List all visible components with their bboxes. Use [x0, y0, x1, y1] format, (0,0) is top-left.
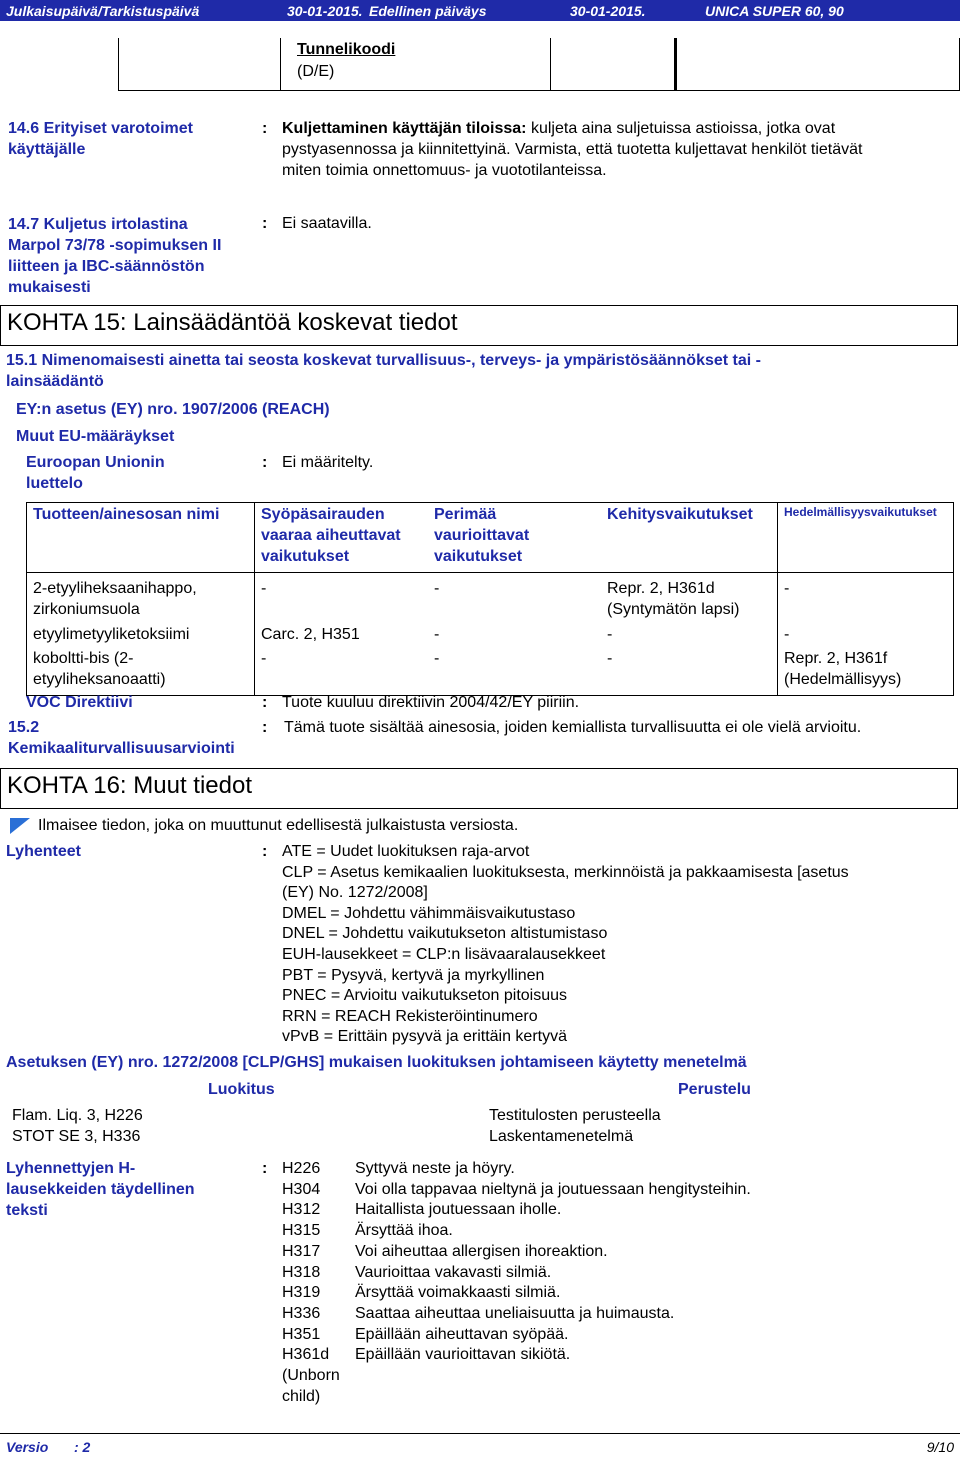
page-number: 9/10	[926, 1439, 954, 1455]
product-name: UNICA SUPER 60, 90	[705, 3, 844, 19]
abbreviations-list: ATE = Uudet luokituksen raja-arvot CLP = Asetus kemikaalien luokituksesta, merkinnöistä ja pakkaamisesta [asetus (EY) No. 1272/2008] DMEL = Johdettu vähimmäisvaikutustaso DNEL = Johdettu vaikutukseton altistumistaso EUH-lausekkeet = CLP:n lisävaaralausekkeet PBT = Pysyvä, kertyvä ja myrkyllinen PNEC = Arvioitu vaikutukseton pitoisuus RRN = REACH Rekisteröintinumero vPvB = Erittäin pysyvä ja erittäin kertyvä	[282, 843, 849, 1046]
revision-date: 30-01-2015.	[287, 3, 363, 19]
col-header-fertility: Hedelmällisyysvaikutukset	[778, 503, 954, 573]
change-marker-icon	[10, 818, 30, 834]
section-16-heading: KOHTA 16: Muut tiedot	[0, 768, 958, 809]
col-header-carcinogenic: Syöpäsairauden vaaraa aiheuttavat vaikutukset	[255, 503, 429, 573]
tunnel-code-table	[118, 38, 960, 91]
tunnel-code-unit: (D/E)	[297, 63, 335, 80]
cmr-table	[26, 502, 954, 696]
section-14-7-value: Ei saatavilla.	[282, 215, 372, 232]
h-codes: H226 H304 H312 H315 H317 H318 H319 H336 H351 H361d (Unborn child)	[282, 1160, 340, 1405]
previous-date: 30-01-2015.	[570, 3, 646, 19]
previous-date-label: Edellinen päiväys	[369, 3, 487, 19]
tunnel-code-label: Tunnelikoodi	[297, 41, 396, 58]
h-texts: Syttyvä neste ja höyry. Voi olla tappavaa nieltynä ja joutuessaan hengitysteihin. Haitallista joutuessaan iholle. Ärsyttää ihoa. Voi aiheuttaa allergisen ihoreaktion. Vaurioittaa vakavasti silmiä. Ärsyttää voimakkaasti silmiä. Saattaa aiheuttaa uneliaisuutta ja huimausta. Epäillään aiheuttavan syöpää. Epäillään vaurioittavan sikiötä.	[355, 1160, 751, 1364]
col-header-mutagenic: Perimää vaurioittavat vaikutukset	[428, 503, 601, 573]
basis-header: Perustelu	[678, 1081, 751, 1098]
version-label: Versio	[6, 1439, 49, 1455]
table-row: 2-etyyliheksaanihappo, zirkoniumsuola - - Repr. 2, H361d (Syntymätön lapsi) -	[27, 573, 954, 623]
basis-list	[489, 1106, 661, 1147]
revision-date-label: Julkaisupäivä/Tarkistuspäivä	[6, 3, 200, 19]
section-14-7-label: 14.7 Kuljetus irtolastina Marpol 73/78 -sopimuksen II liitteen ja IBC-säännöstön mukaisesti	[8, 216, 222, 297]
eu-list-label: Euroopan Unionin luettelo	[26, 454, 165, 492]
other-eu-regulations: Muut EU-määräykset	[16, 428, 175, 445]
list-item: Testitulosten perusteella	[489, 1107, 661, 1124]
section-14-6-label: 14.6 Erityiset varotoimet käyttäjälle	[8, 120, 193, 158]
table-row: koboltti-bis (2-etyyliheksanoaatti) - - - Repr. 2, H361f (Hedelmällisyys)	[27, 647, 954, 695]
list-item: Flam. Liq. 3, H226	[12, 1107, 143, 1124]
h-statements-label: Lyhennettyjen H- lausekkeiden täydellinen teksti	[6, 1160, 195, 1219]
section-15-2-value: Tämä tuote sisältää ainesosia, joiden kemiallista turvallisuutta ei ole vielä arvioitu.	[284, 719, 862, 736]
version-value: : 2	[74, 1439, 91, 1455]
classification-list	[12, 1106, 143, 1147]
section-15-heading: KOHTA 15: Lainsäädäntöä koskevat tiedot	[0, 305, 958, 346]
voc-label: VOC Direktiivi	[26, 694, 133, 711]
classification-header: Luokitus	[208, 1081, 275, 1098]
page-footer	[0, 1433, 960, 1456]
table-row: etyylimetyyliketoksiimi Carc. 2, H351 - - -	[27, 623, 954, 648]
list-item: Laskentamenetelmä	[489, 1127, 634, 1145]
section-15-2-label: 15.2 Kemikaaliturvallisuusarviointi	[8, 719, 235, 757]
col-header-developmental: Kehitysvaikutukset	[601, 503, 778, 573]
section-15-1-heading: 15.1 Nimenomaisesti ainetta tai seosta koskevat turvallisuus-, terveys- ja ympäristösäännökset tai - lainsäädäntö	[6, 352, 761, 390]
clp-method-heading: Asetuksen (EY) nro. 1272/2008 [CLP/GHS] mukaisen luokituksen johtamiseen käytetty menetelmä	[6, 1054, 747, 1071]
page-header	[0, 0, 960, 21]
col-header-product: Tuotteen/ainesosan nimi	[27, 503, 255, 573]
voc-value: Tuote kuuluu direktiivin 2004/42/EY piiriin.	[282, 694, 580, 711]
section-14-6-text: Kuljettaminen käyttäjän tiloissa: kuljeta aina suljetuissa astioissa, jotka ovat pystyasennossa ja kiinnitettyinä. Varmista, että tuotetta kuljettavat henkilöt tietävät miten toimia onnettomuus- ja vuototilanteissa.	[282, 120, 863, 179]
abbreviations-label: Lyhenteet	[6, 843, 81, 860]
cmr-table-header-row	[27, 503, 954, 573]
change-marker-note: Ilmaisee tiedon, joka on muuttunut edellisestä julkaistusta versiosta.	[38, 817, 519, 834]
reach-regulation: EY:n asetus (EY) nro. 1907/2006 (REACH)	[16, 401, 330, 418]
eu-list-value: Ei määritelty.	[282, 454, 374, 471]
list-item: STOT SE 3, H336	[12, 1127, 141, 1145]
